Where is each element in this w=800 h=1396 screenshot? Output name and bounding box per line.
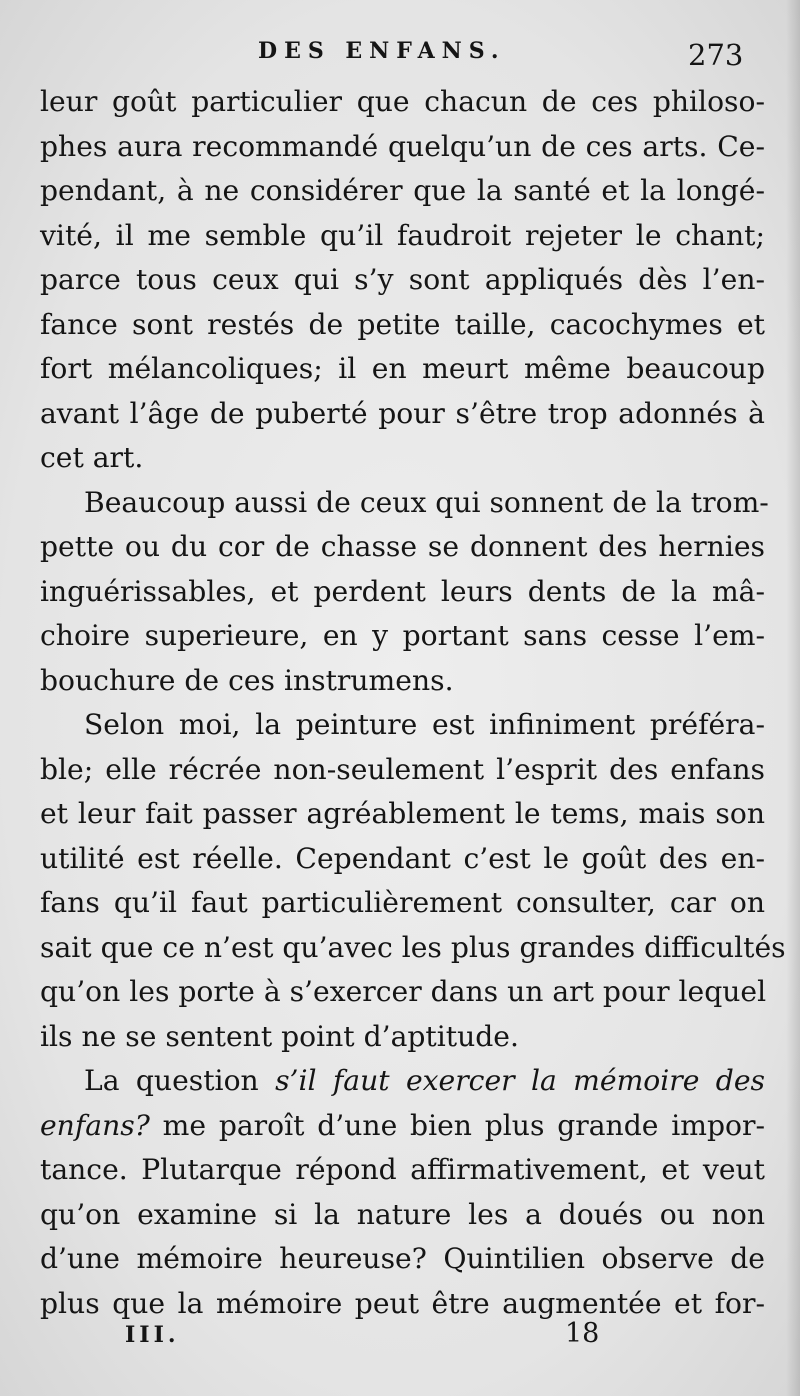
- text-line: qu’on examine si la nature les a doués ou non: [40, 1197, 765, 1231]
- text-line: sait que ce n’est qu’avec les plus grandes difficultés: [40, 930, 786, 964]
- text-line: vité, il me semble qu’il faudroit rejeter le chant;: [40, 218, 765, 252]
- text-line: qu’on les porte à s’exercer dans un art pour lequel: [40, 975, 767, 1008]
- text-line: fance sont restés de petite taille, cacochymes et: [40, 307, 765, 341]
- text-line: fort mélancoliques; il en meurt même beaucoup: [40, 352, 765, 385]
- text-line: leur goût particulier que chacun de ces philoso-: [40, 85, 765, 118]
- text-line-question-continued: [40, 1104, 765, 1149]
- text-line: cet art.: [40, 441, 144, 474]
- text-line: Selon moi, la peinture est infiniment préféra-: [84, 708, 765, 741]
- page-header: [0, 38, 800, 78]
- text-line: plus que la mémoire peut être augmentée et for-: [40, 1286, 765, 1320]
- question-lead: La question: [84, 1064, 276, 1097]
- body-text: [40, 80, 786, 1326]
- text-line: ils ne se sentent point d’aptitude.: [40, 1019, 519, 1053]
- gathering-number: 18: [565, 1318, 600, 1349]
- text-line: pette ou du cor de chasse se donnent des hernies: [40, 530, 765, 563]
- text-line: choire superieure, en y portant sans cesse l’em-: [40, 619, 765, 652]
- text-line: Beaucoup aussi de ceux qui sonnent de la trom-: [84, 485, 769, 519]
- text-line: utilité est réelle. Cependant c’est le goût des en-: [40, 841, 765, 875]
- signature-mark: III.: [125, 1322, 180, 1348]
- text-line: bouchure de ces instrumens.: [40, 663, 454, 697]
- text-line: d’une mémoire heureuse? Quintilien observe de: [40, 1242, 765, 1275]
- page-edge-shadow: [786, 0, 800, 1396]
- text-line: fans qu’il faut particulièrement consulter, car on: [40, 886, 765, 919]
- text-line: ble; elle récrée non-seulement l’esprit des enfans: [40, 752, 765, 786]
- text-line-question: [40, 1059, 765, 1104]
- question-italic: s’il faut exercer la mémoire des: [275, 1064, 765, 1097]
- page-footer: [0, 1318, 800, 1358]
- text-line: phes aura recommandé quelqu’un de ces arts. Ce-: [40, 129, 765, 163]
- text-line: parce tous ceux qui s’y sont appliqués dès l’en-: [40, 263, 765, 296]
- text-line: et leur fait passer agréablement le tems, mais son: [40, 797, 765, 830]
- text-line: avant l’âge de puberté pour s’être trop adonnés à: [40, 396, 765, 430]
- text-line: tance. Plutarque répond affirmativement, et veut: [40, 1153, 765, 1186]
- text-line: inguérissables, et perdent leurs dents de la mâ-: [40, 574, 765, 608]
- question-rest: me paroît d’une bien plus grande impor-: [149, 1108, 765, 1142]
- question-italic-end: enfans?: [40, 1108, 150, 1142]
- running-title: DES ENFANS.: [258, 38, 506, 64]
- text-line: pendant, à ne considérer que la santé et la longé-: [40, 174, 765, 207]
- page-number: 273: [688, 38, 744, 72]
